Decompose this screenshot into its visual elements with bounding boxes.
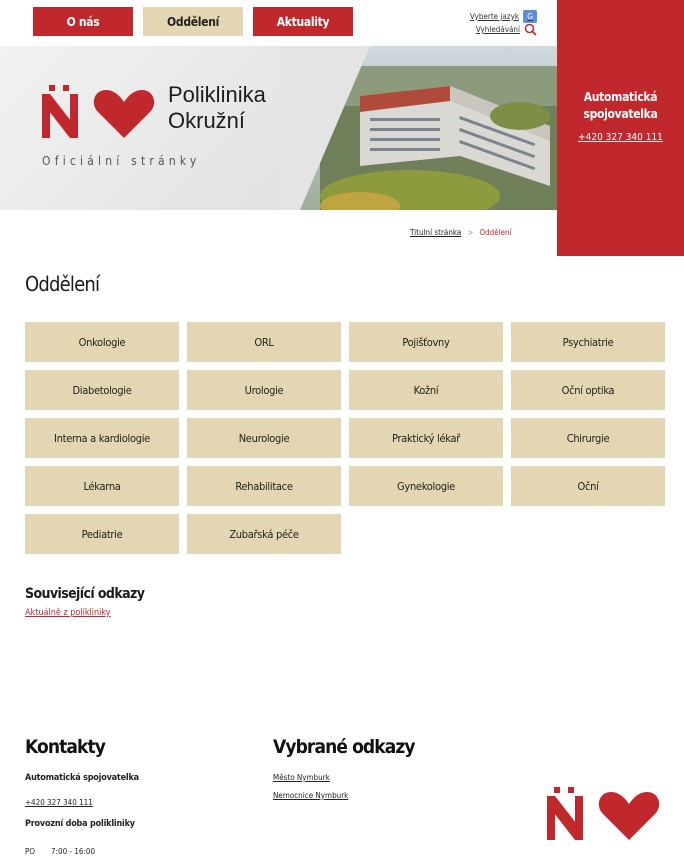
nav-item-o-nas[interactable]: O nás xyxy=(33,7,133,36)
department-tile[interactable]: Oční xyxy=(511,466,665,506)
site-tagline: Oficiální stránky xyxy=(42,154,201,168)
footer-hours-label: Provozní doba polikliniky xyxy=(25,819,135,829)
site-name xyxy=(168,82,266,134)
department-tile[interactable]: Oční optika xyxy=(511,370,665,410)
department-tile[interactable]: Psychiatrie xyxy=(511,322,665,362)
nav-item-aktuality[interactable]: Aktuality xyxy=(253,7,353,36)
hero-banner xyxy=(0,46,557,210)
footer-phone-link[interactable]: +420 327 340 111 xyxy=(25,798,93,807)
department-grid xyxy=(25,322,664,554)
top-navigation xyxy=(0,0,557,46)
department-tile[interactable]: ORL xyxy=(187,322,341,362)
department-tile[interactable]: Gynekologie xyxy=(349,466,503,506)
site-name-line2: Okružní xyxy=(168,108,246,133)
logo[interactable] xyxy=(40,84,156,144)
translate-icon: G xyxy=(523,10,537,23)
logo-icon xyxy=(40,84,156,140)
page-title: Oddělení xyxy=(25,272,100,296)
department-tile[interactable]: Pojišťovny xyxy=(349,322,503,362)
footer-day: PO xyxy=(25,847,36,856)
breadcrumb-current: Oddělení xyxy=(479,228,512,237)
search-link[interactable] xyxy=(476,23,537,36)
footer-link[interactable]: Nemocnice Nymburk xyxy=(273,791,349,800)
footer-hours: 7:00 - 16:00 xyxy=(51,847,96,856)
footer-link[interactable]: Město Nymburk xyxy=(273,773,330,782)
breadcrumb xyxy=(410,228,512,237)
switchboard-panel xyxy=(557,0,684,256)
department-tile[interactable]: Diabetologie xyxy=(25,370,179,410)
department-tile[interactable]: Chirurgie xyxy=(511,418,665,458)
footer-links-title: Vybrané odkazy xyxy=(273,736,415,758)
footer-logo[interactable] xyxy=(541,786,665,846)
department-tile[interactable]: Onkologie xyxy=(25,322,179,362)
department-tile[interactable]: Interna a kardiologie xyxy=(25,418,179,458)
language-selector[interactable] xyxy=(470,10,537,23)
switchboard-title: Automatická spojovatelka xyxy=(583,90,658,121)
department-tile[interactable]: Rehabilitace xyxy=(187,466,341,506)
search-label: Vyhledávání xyxy=(475,25,520,34)
search-icon xyxy=(524,23,537,36)
footer-logo-icon xyxy=(541,786,665,842)
footer-contacts-title: Kontakty xyxy=(25,736,106,758)
related-links-title: Související odkazy xyxy=(25,586,145,602)
breadcrumb-home-link[interactable]: Titulní stránka xyxy=(410,228,462,237)
department-tile[interactable]: Urologie xyxy=(187,370,341,410)
footer-switchboard-label: Automatická spojovatelka xyxy=(25,773,139,783)
related-link[interactable]: Aktuálně z polikliniky xyxy=(25,608,111,618)
department-tile[interactable]: Neurologie xyxy=(187,418,341,458)
nav-item-oddeleni[interactable]: Oddělení xyxy=(143,7,243,36)
language-label: Vyberte jazyk xyxy=(469,12,519,21)
department-tile[interactable]: Kožní xyxy=(349,370,503,410)
department-tile[interactable]: Lékarna xyxy=(25,466,179,506)
department-tile[interactable]: Zubařská péče xyxy=(187,514,341,554)
department-tile[interactable]: Pediatrie xyxy=(25,514,179,554)
hero-divider xyxy=(280,46,400,210)
department-tile[interactable]: Praktický lékař xyxy=(349,418,503,458)
breadcrumb-separator: > xyxy=(467,228,474,237)
site-name-line1: Poliklinika xyxy=(168,82,266,107)
switchboard-phone-link[interactable]: +420 327 340 111 xyxy=(578,132,663,143)
